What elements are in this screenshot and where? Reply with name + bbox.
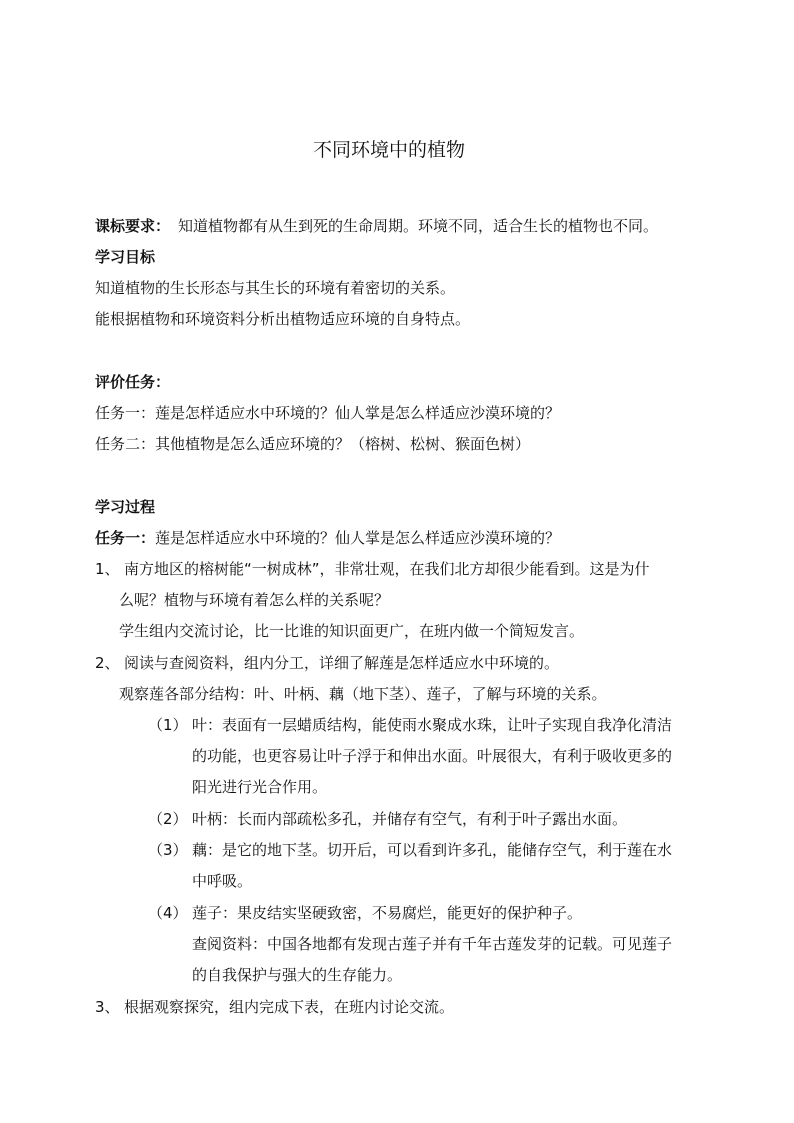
process-task-line [95,528,560,548]
evaluation-item: 任务二：其他植物是怎么适应环境的？（榕树、松树、猴面色树） [95,435,531,453]
process-task-label: 任务一： [95,529,156,547]
sub3-number: （3） [148,841,188,859]
sub1-line: 的功能，也更容易让叶子浮于和伸出水面。叶展很大，有利于吸收更多的 [192,747,673,765]
objectives-heading: 学习目标 [95,248,156,266]
process-heading: 学习过程 [95,498,156,516]
sub3-line: 藕：是它的地下茎。切开后，可以看到许多孔，能储存空气，利于莲在水 [192,841,673,859]
step1-line: 学生组内交流讨论，比一比谁的知识面更广，在班内做一个简短发言。 [119,622,585,640]
objective-item: 知道植物的生长形态与其生长的环境有着密切的关系。 [95,279,456,297]
sub1-line: 叶：表面有一层蜡质结构，能使雨水聚成水珠，让叶子实现自我净化清洁 [192,716,673,734]
step2-line: 阅读与查阅资料，组内分工，详细了解莲是怎样适应水中环境的。 [124,654,560,672]
sub4-line: 的自我保护与强大的生存能力。 [192,966,403,984]
sub4-line: 莲子：果皮结实坚硬致密，不易腐烂，能更好的保护种子。 [192,904,583,922]
evaluation-item: 任务一：莲是怎样适应水中环境的？仙人掌是怎么样适应沙漠环境的？ [95,404,561,422]
page-title: 不同环境中的植物 [313,139,466,161]
sub1-line: 阳光进行光合作用。 [192,778,328,796]
step1-line: 南方地区的榕树能“一树成林”，非常壮观，在我们北方却很少能看到。这是为什 [124,560,650,578]
step2-number: 2、 [95,654,120,672]
standard-line [95,216,658,236]
step2-line: 观察莲各部分结构：叶、叶柄、藕（地下茎）、莲子，了解与环境的关系。 [119,685,607,703]
process-task-text: 莲是怎样适应水中环境的？仙人掌是怎么样适应沙漠环境的？ [155,529,561,547]
sub3-line: 中呼吸。 [192,872,253,890]
sub2-line: 叶柄：长而内部疏松多孔，并储存有空气，有利于叶子露出水面。 [192,810,628,828]
step3-number: 3、 [95,998,120,1016]
step1-number: 1、 [95,560,120,578]
standard-label: 课标要求： [95,217,171,235]
sub4-number: （4） [148,904,188,922]
sub4-line: 查阅资料：中国各地都有发现古莲子并有千年古莲发芽的记载。可见莲子 [192,935,673,953]
evaluation-heading: 评价任务： [95,373,171,391]
sub2-number: （2） [148,810,188,828]
step1-line: 么呢？植物与环境有着怎么样的关系呢？ [119,591,390,609]
step3-line: 根据观察探究，组内完成下表，在班内讨论交流。 [124,998,455,1016]
standard-text: 知道植物都有从生到死的生命周期。环境不同，适合生长的植物也不同。 [178,217,659,235]
objective-item: 能根据植物和环境资料分析出植物适应环境的自身特点。 [95,310,471,328]
sub1-number: （1） [148,716,188,734]
